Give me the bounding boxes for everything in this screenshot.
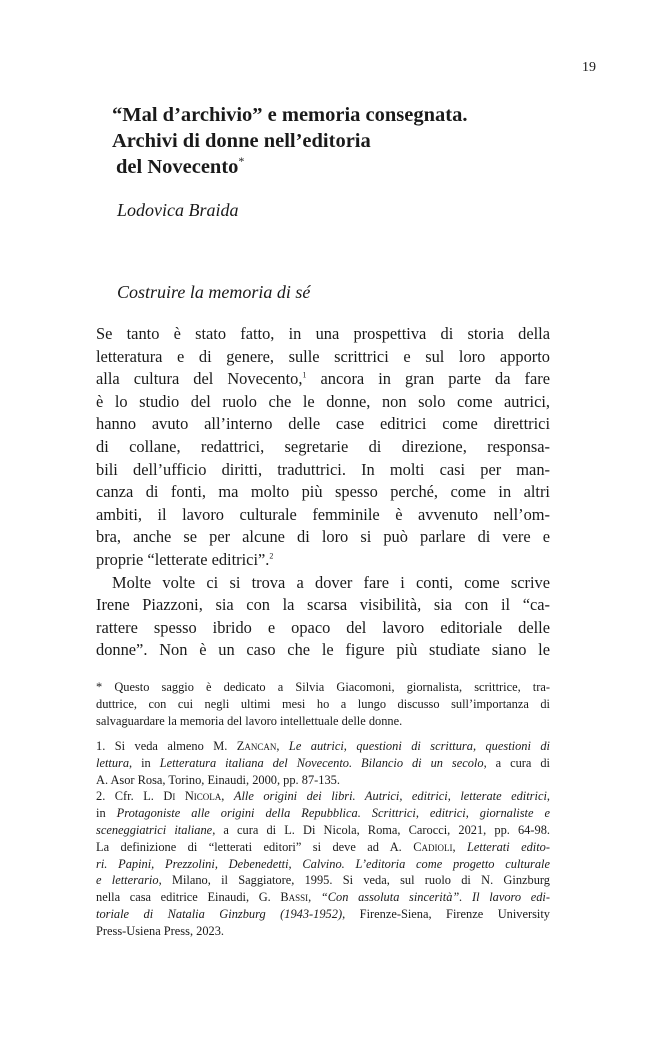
footnote-1-line: lettura, in Letteratura italiana del Novecento. Bilancio di un secolo, a cura di — [96, 755, 550, 770]
article-title — [112, 102, 572, 180]
body-line: proprie “letterate editrici”.$^2$ — [96, 549, 274, 569]
title-line: “Mal d’archivio” e memoria consegnata. — [112, 104, 468, 126]
author-name: Lodovica Braida — [117, 200, 239, 220]
body-line: rattere spesso ibrido e opaco del lavoro editoriale delle — [96, 617, 550, 637]
title-footnote-marker[interactable]: * — [238, 154, 245, 169]
body-line: bra, anche se per alcune di loro si può parlare di vere e — [96, 527, 550, 547]
title-line: del Novecento* — [116, 154, 245, 178]
footnote-2-line: La definizione di “letterati editori” si deve ad A. Cadioli, Letterati edito- — [96, 839, 550, 854]
footnote-ref-1[interactable]: 1 — [302, 370, 307, 380]
body-line: Irene Piazzoni, sia con la scarsa visibilità, sia con il “ca- — [96, 595, 550, 615]
body-line: Se tanto è stato fatto, in una prospettiva di storia della — [96, 324, 550, 343]
body-line: di collane, redattrici, segretarie di direzione, responsa- — [96, 436, 550, 456]
footnote-2-line: toriale di Natalia Ginzburg (1943-1952), Firenze-Siena, Firenze University — [96, 906, 551, 921]
footnote-2-line: e letterario, Milano, il Saggiatore, 1995. Si veda, sul ruolo di N. Ginzburg — [96, 873, 551, 888]
page-number: 19 — [582, 60, 596, 75]
footnote-2-line: ri. Papini, Prezzolini, Debenedetti, Calvino. L’editoria come progetto culturale — [96, 856, 550, 871]
body-line: bili dell’ufficio diritti, traduttrici. In molti casi per man- — [96, 459, 550, 479]
footnote-2-line: nella casa editrice Einaudi, G. Bassi, “Con assoluta sincerità”. Il lavoro edi- — [96, 890, 550, 905]
title-line: Archivi di donne nell’editoria — [112, 130, 371, 152]
section-heading: Costruire la memoria di sé — [117, 282, 311, 302]
footnote-2-line: in Protagoniste alle origini della Repubblica. Scrittrici, editrici, giornaliste e — [96, 806, 550, 821]
footnote-2-line: Press-Usiena Press, 2023. — [96, 923, 225, 938]
footnote-line: duttrice, con cui negli ultimi mesi ho a lungo discusso sull’importanza di — [96, 696, 550, 711]
body-line: ambiti, il lavoro culturale femminile è avvenuto nell’om- — [96, 504, 550, 524]
body-line: è lo studio del ruolo che le donne, non solo come autrici, — [96, 391, 550, 411]
footnote-1-line: A. Asor Rosa, Torino, Einaudi, 2000, pp. 87-135. — [96, 772, 340, 787]
body-line: donne”. Non è un caso che le figure più studiate siano le — [96, 640, 550, 660]
footnote-line: * Questo saggio è dedicato a Silvia Giacomoni, giornalista, scrittrice, tra- — [96, 680, 550, 694]
footnote-2-line: sceneggiatrici italiane, a cura di L. Di Nicola, Roma, Carocci, 2021, pp. 64-98. — [96, 822, 550, 837]
body-line: alla cultura del Novecento,$^1$ ancora in gran parte da fare — [96, 369, 551, 389]
footnote-star — [96, 679, 550, 729]
footnote-line: salvaguardare la memoria del lavoro intellettuale delle donne. — [96, 713, 403, 728]
body-text — [96, 323, 550, 662]
body-line: letteratura e di genere, sulle scrittrici e sul loro apporto — [96, 346, 550, 366]
footnotes — [96, 738, 550, 940]
body-line: hanno avuto all’interno delle case editrici come direttrici — [96, 414, 550, 434]
body-line: canza di fonti, ma molto più spesso perché, come in altri — [96, 482, 550, 502]
footnote-ref-2[interactable]: 2 — [269, 551, 274, 561]
body-line: Molte volte ci si trova a dover fare i conti, come scrive — [112, 572, 550, 592]
footnote-1-line: 1. Si veda almeno M. Zancan, Le autrici, questioni di scrittura, questioni di — [96, 739, 550, 753]
footnote-2-line: 2. Cfr. L. Di Nicola, Alle origini dei libri. Autrici, editrici, letterate editrici, — [96, 789, 550, 804]
